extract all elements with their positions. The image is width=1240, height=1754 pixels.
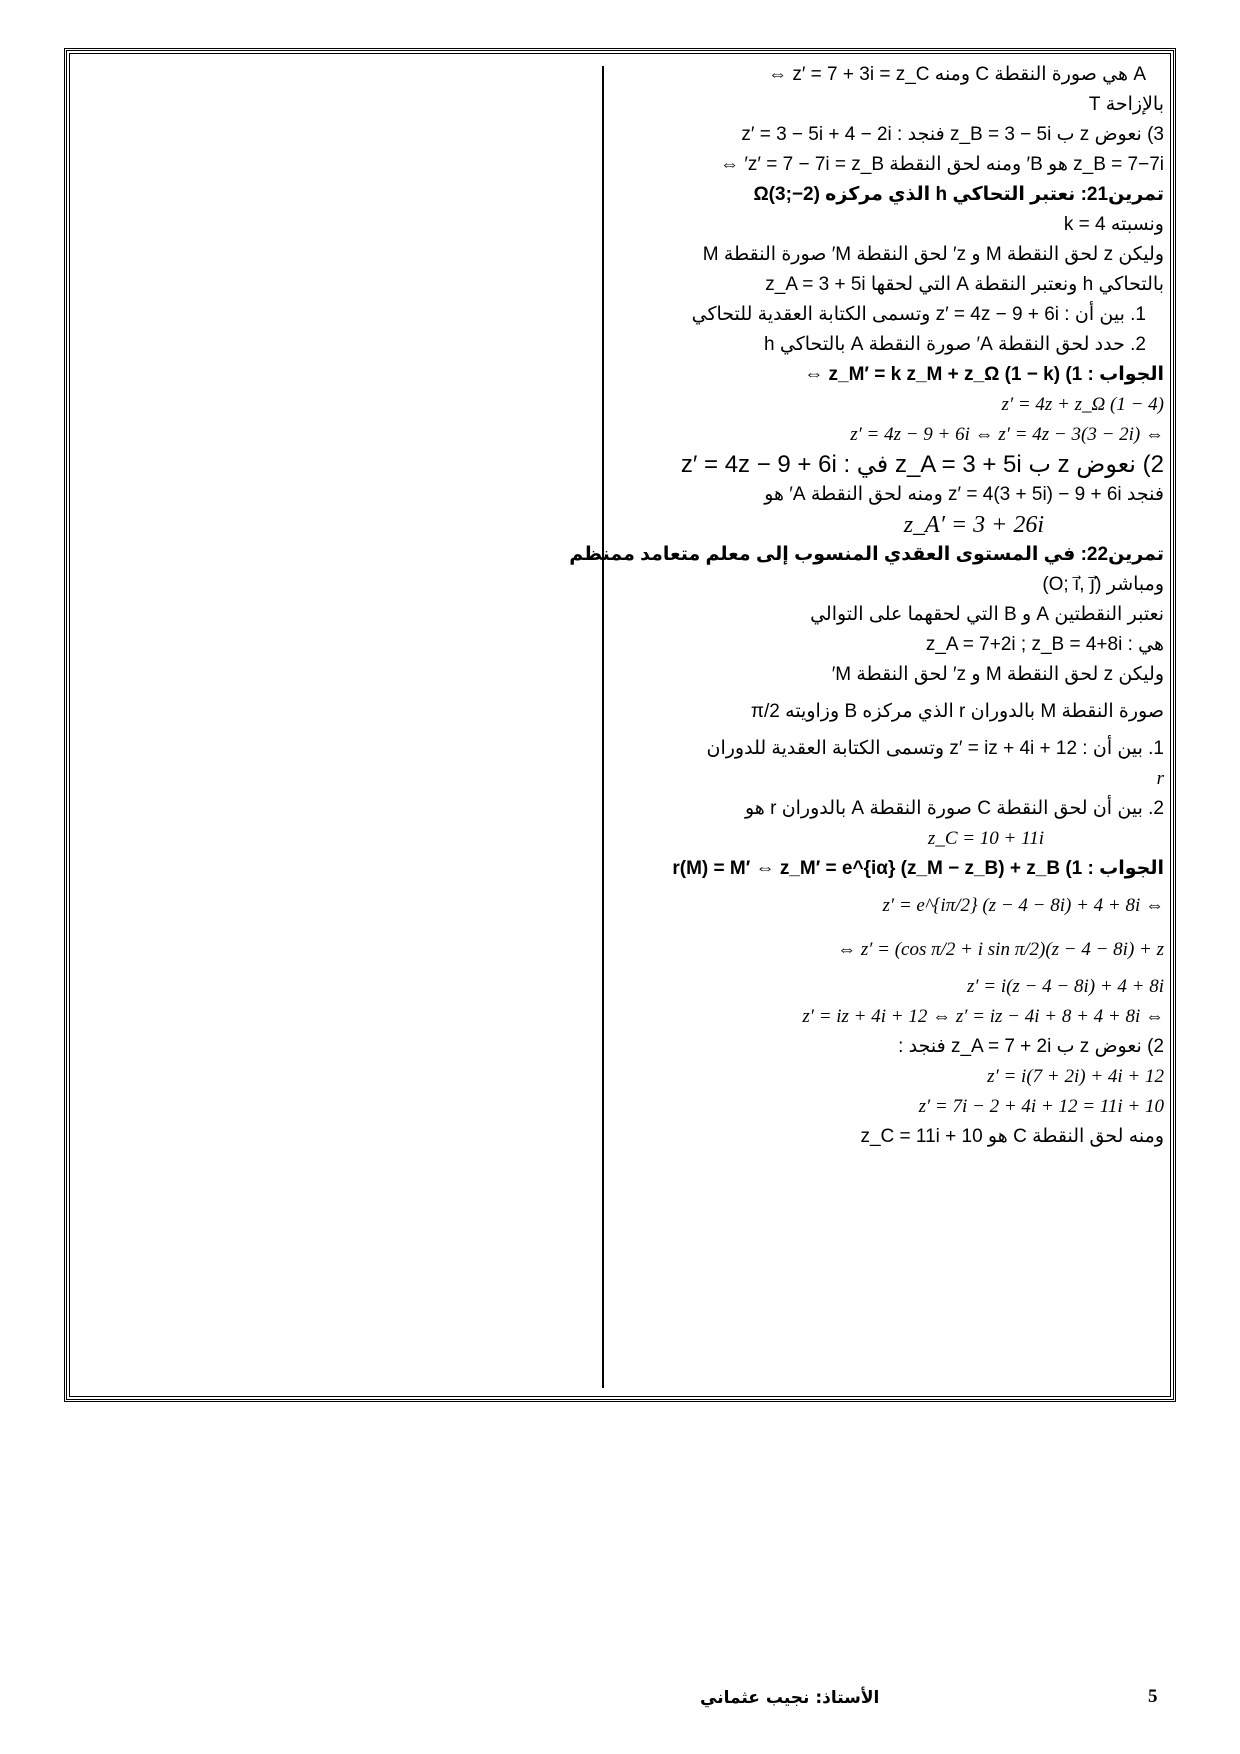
column-divider xyxy=(602,66,604,1388)
content-line: z′ = 4z − 9 + 6i ⇔ z′ = 4z − 3(3 − 2i) ⇔ xyxy=(850,424,1164,445)
content-line: وليكن z لحق النقطة M و z′ لحق النقطة M′ صورة النقطة M xyxy=(702,244,1164,265)
content-line: صورة النقطة M بالدوران r الذي مركزه B وزاويته π/2 xyxy=(750,701,1164,722)
content-line: الجواب : 1) r(M) = M′ ⇔ z_M′ = e^{iα} (z_M − z_B) + z_B xyxy=(672,858,1164,879)
content-line: 2) نعوض z ب z_A = 7 + 2i فنجد : xyxy=(898,1036,1164,1057)
footer-page-number: 5 xyxy=(1148,1686,1158,1707)
content-line: تمرين22: في المستوى العقدي المنسوب إلى معلم متعامد ممنظم xyxy=(569,544,1164,565)
content-line: وليكن z لحق النقطة M و z′ لحق النقطة M′ xyxy=(831,664,1164,685)
content-line: بالتحاكي h ونعتبر النقطة A التي لحقها z_A = 3 + 5i xyxy=(765,274,1164,295)
content-line: 1. بين أن : z′ = 4z − 9 + 6i وتسمى الكتابة العقدية للتحاكي xyxy=(691,304,1146,325)
content-line: z′ = e^{iπ/2} (z − 4 − 8i) + 4 + 8i ⇔ xyxy=(882,895,1164,916)
content-line: z′ = 7i − 2 + 4i + 12 = 11i + 10 xyxy=(918,1096,1164,1117)
content-line: z′ = iz + 4i + 12 ⇔ z′ = iz − 4i + 8 + 4 + 8i ⇔ xyxy=(802,1006,1164,1027)
content-line: 2) نعوض z ب z_A = 3 + 5i في : z′ = 4z − 9 + 6i xyxy=(680,451,1164,478)
content-line: z′ = i(7 + 2i) + 4i + 12 xyxy=(987,1066,1164,1087)
content-line: ونسبته k = 4 xyxy=(1063,214,1164,235)
content-line: هي : z_A = 7+2i ; z_B = 4+8i xyxy=(925,634,1164,655)
content-line: فنجد z′ = 4(3 + 5i) − 9 + 6i ومنه لحق النقطة A′ هو xyxy=(764,484,1164,505)
content-line: تمرين21: نعتبر التحاكي h الذي مركزه Ω(3;−2) xyxy=(753,184,1164,205)
content-line: A هي صورة النقطة C ومنه z′ = 7 + 3i = z_C ⇔ xyxy=(768,64,1146,85)
content-line: z_A′ = 3 + 26i xyxy=(903,512,1044,538)
content-line: ومنه لحق النقطة C هو z_C = 11i + 10 xyxy=(860,1126,1164,1147)
content-line: ⇔ z′ = (cos π/2 + i sin π/2)(z − 4 − 8i) + z xyxy=(837,939,1164,960)
content-line: z_C = 10 + 11i xyxy=(927,828,1044,849)
content-line: بالإزاحة T xyxy=(1088,94,1164,115)
footer-author: الأستاذ: نجيب عثماني xyxy=(700,1688,880,1708)
content-line: الجواب : 1) z_M′ = k z_M + z_Ω (1 − k) ⇔ xyxy=(804,364,1164,385)
content-line: 1. بين أن : z′ = iz + 4i + 12 وتسمى الكتابة العقدية للدوران xyxy=(706,738,1164,759)
content-column xyxy=(569,60,1164,1390)
content-line: 2. حدد لحق النقطة A′ صورة النقطة A بالتحاكي h xyxy=(764,334,1146,355)
content-line: z_B = 7−7i هو B′ ومنه لحق النقطة z′ = 7 − 7i = z_B′ ⇔ xyxy=(720,154,1164,175)
content-line: نعتبر النقطتين A و B التي لحقهما على التوالي xyxy=(810,604,1164,625)
content-line: 2. بين أن لحق النقطة C صورة النقطة A بالدوران r هو xyxy=(744,798,1164,819)
content-line: z′ = i(z − 4 − 8i) + 4 + 8i xyxy=(966,976,1164,997)
content-line: r xyxy=(1156,768,1164,789)
content-line: ومباشر (O; i⃗, j⃗) xyxy=(1042,574,1164,595)
content-line: 3) نعوض z ب z_B = 3 − 5i فنجد : z′ = 3 − 5i + 4 − 2i xyxy=(741,124,1164,145)
content-line: z′ = 4z + z_Ω (1 − 4) xyxy=(1001,394,1164,415)
